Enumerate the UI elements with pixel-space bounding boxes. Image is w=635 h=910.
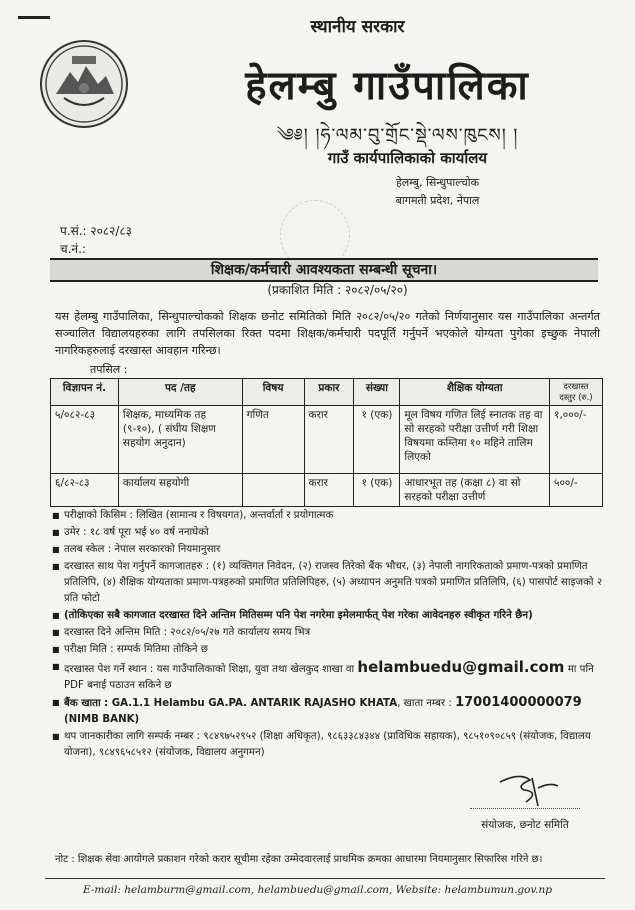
bank-item	[52, 695, 607, 728]
bank-branch: (NIMB BANK)	[64, 714, 140, 725]
submit-place-suffix: मा पनि PDF बनाई पठाउन सकिने छ	[64, 664, 594, 691]
cell-fee: ५००/-	[549, 474, 602, 507]
header-subject: विषय	[242, 379, 304, 406]
header-post: पद /तह	[118, 379, 242, 406]
table-header-row	[51, 379, 603, 406]
header-fee: दरखास्त दस्तुर (रु.)	[549, 379, 602, 406]
age-item: ■ उमेर : १८ वर्ष पूरा भई ४० वर्ष ननाघेको	[52, 525, 607, 541]
submit-place-text: दरखास्त पेश गर्ने स्थान : यस गाउँपालिकाको शिक्षा, युवा तथा खेलकुद शाखा वा	[64, 664, 358, 675]
cell-count: १ (एक)	[354, 406, 400, 474]
contact-item: ■ थप जानकारीका लागि सम्पर्क नम्बर : ९८४९७५२९५२ (शिक्षा अधिकृत), ९८६३३८४३४४ (प्राविधिक सहायक), ९८५१०९०८५९ (संयोजक, विद्यालय योजना), ९८४९६५८५१२ (संयोजक, विद्यालय अनुगमन)	[52, 729, 607, 761]
office-title: गाउँ कार्यपालिकाको कार्यालय	[327, 149, 488, 167]
table-row	[51, 406, 603, 474]
published-date: (प्रकाशित मिति : २०८२/०५/२०)	[267, 283, 408, 297]
submit-email-link[interactable]: helambuedu@gmail.com	[357, 658, 565, 676]
tibetan-script-line: ༄༅། །ཧེ་ལམ་བུ་གྲོང་སྡེ་ལས་ཁུངས། །	[276, 125, 519, 146]
cell-ad-no: ६/८२-८३	[51, 474, 119, 507]
signer-title: संयोजक, छनोट समिति	[481, 819, 569, 831]
bank-number-label: , खाता नम्बर :	[397, 698, 456, 709]
signature-icon	[480, 770, 580, 810]
signature-line	[470, 808, 580, 809]
address-line-2: बागमती प्रदेश, नेपाल	[395, 194, 480, 207]
cell-count: १ (एक)	[354, 474, 400, 507]
cell-qualification: मूल विषय गणित लिई स्नातक तह वा सो सरहको परीक्षा उत्तीर्ण गरी शिक्षा विषयमा कम्तिमा १० महिने तालिम लिएको	[400, 406, 550, 474]
reference-number: प.सं.: २०८२/८३	[60, 224, 132, 238]
intro-paragraph: यस हेलम्बु गाउँपालिका, सिन्धुपाल्चोकको शिक्षक छनोट समितिको मिति २०८२/०५/२० गतेको निर्णयानुसार यस गाउँपालिका अन्तर्गत सञ्चालित विद्यालयहरुका लागि तपसिलका रिक्त पदमा शिक्षक/कर्मचारी पदपूर्ति गर्नुपर्ने भएकोले योग्यता पुगेका इच्छुक नेपाली नागरिकहरुलाई दरखास्त आवहान गरिन्छ।	[55, 310, 600, 357]
header-type: प्रकार	[304, 379, 354, 406]
bank-account-number: 17001400000079	[455, 695, 582, 710]
cell-subject: गणित	[242, 406, 304, 474]
email-warning-item: ■ (तोकिएका सबै कागजात दरखास्त दिने अन्तिम मितिसम्म पनि पेश नगरेमा इमेलमार्फत् पेश गरेका आवेदनहरु स्वीकृत गरिने छैन)	[52, 608, 607, 624]
footer-divider	[45, 878, 605, 879]
bank-label: बैंक खाता :	[64, 698, 112, 709]
exam-date-item: ■ परीक्षा मिति : सम्पर्क मितिमा तोकिने छ	[52, 642, 607, 658]
footer-contact: E-mail: helamburm@gmail.com, helambuedu@gmail.com, Website: helambumun.gov.np	[83, 884, 552, 896]
salary-item: ■ तलब स्केल : नेपाल सरकारको नियमानुसार	[52, 542, 607, 558]
bank-account-name: GA.1.1 Helambu GA.PA. ANTARIK RAJASHO KHATA	[111, 698, 398, 709]
exam-type-item: ■ परीक्षाको किसिम : लिखित (सामान्य र विषयगत), अन्तर्वार्ता र प्रयोगात्मक	[52, 508, 607, 524]
footnote: नोट : शिक्षक सेवा आयोगले प्रकाशन गरेको करार सूचीमा रहेका उम्मेदवारलाई प्राथमिक क्रमका आधारमा नियमानुसार सिफारिस गरिने छ।	[55, 854, 543, 865]
cell-qualification: आधारभूत तह (कक्षा ८) वा सो सरहको परीक्षा उत्तीर्ण	[400, 474, 550, 507]
table-row	[51, 474, 603, 507]
details-list	[52, 508, 607, 762]
header-qualification: शैक्षिक योग्यता	[400, 379, 550, 406]
vacancy-table	[50, 378, 603, 507]
local-government-label: स्थानीय सरकार	[310, 17, 405, 37]
header-count: संख्या	[354, 379, 400, 406]
submit-place-item	[52, 659, 607, 694]
cell-type: करार	[304, 406, 354, 474]
deadline-item: ■ दरखास्त दिने अन्तिम मिति : २०८२/०५/२७ गते कार्यालय समय भित्र	[52, 625, 607, 641]
header-ad-no: विज्ञापन नं.	[51, 379, 119, 406]
details-label: तपसिल :	[90, 363, 128, 376]
cell-ad-no: ५/०८२-८३	[51, 406, 119, 474]
cell-fee: १,०००/-	[549, 406, 602, 474]
dispatch-number: च.नं.:	[60, 242, 86, 256]
notice-title: शिक्षक/कर्मचारी आवश्यकता सम्बन्धी सूचना।	[50, 258, 598, 282]
municipality-title: हेलम्बु गाउँपालिका	[245, 63, 530, 109]
cell-type: करार	[304, 474, 354, 507]
documents-item: ■ दरखास्त साथ पेश गर्नुपर्ने कागजातहरु : (१) व्यक्तिगत निवेदन, (२) राजस्व तिरेको बैंक भौचर, (३) नेपाली नागरिकताको प्रमाण-पत्रको प्रमाणित प्रतिलिपि, (४) शैक्षिक योग्यताका प्रमाण-पत्रहरुको प्रमाणित प्रतिलिपिहरु, (५) अध्यापन अनुमति पत्रको प्रमाणित प्रतिलिपि, (६) पासपोर्ट साइजको २ प्रति फोटो	[52, 559, 607, 607]
cell-post: शिक्षक, माध्यमिक तह (९-१०), ( संघीय शिक्षण सहयोग अनुदान)	[118, 406, 242, 474]
address-line-1: हेलम्बु, सिन्धुपाल्चोक	[395, 176, 480, 189]
cell-post: कार्यालय सहयोगी	[118, 474, 242, 507]
cell-subject	[242, 474, 304, 507]
